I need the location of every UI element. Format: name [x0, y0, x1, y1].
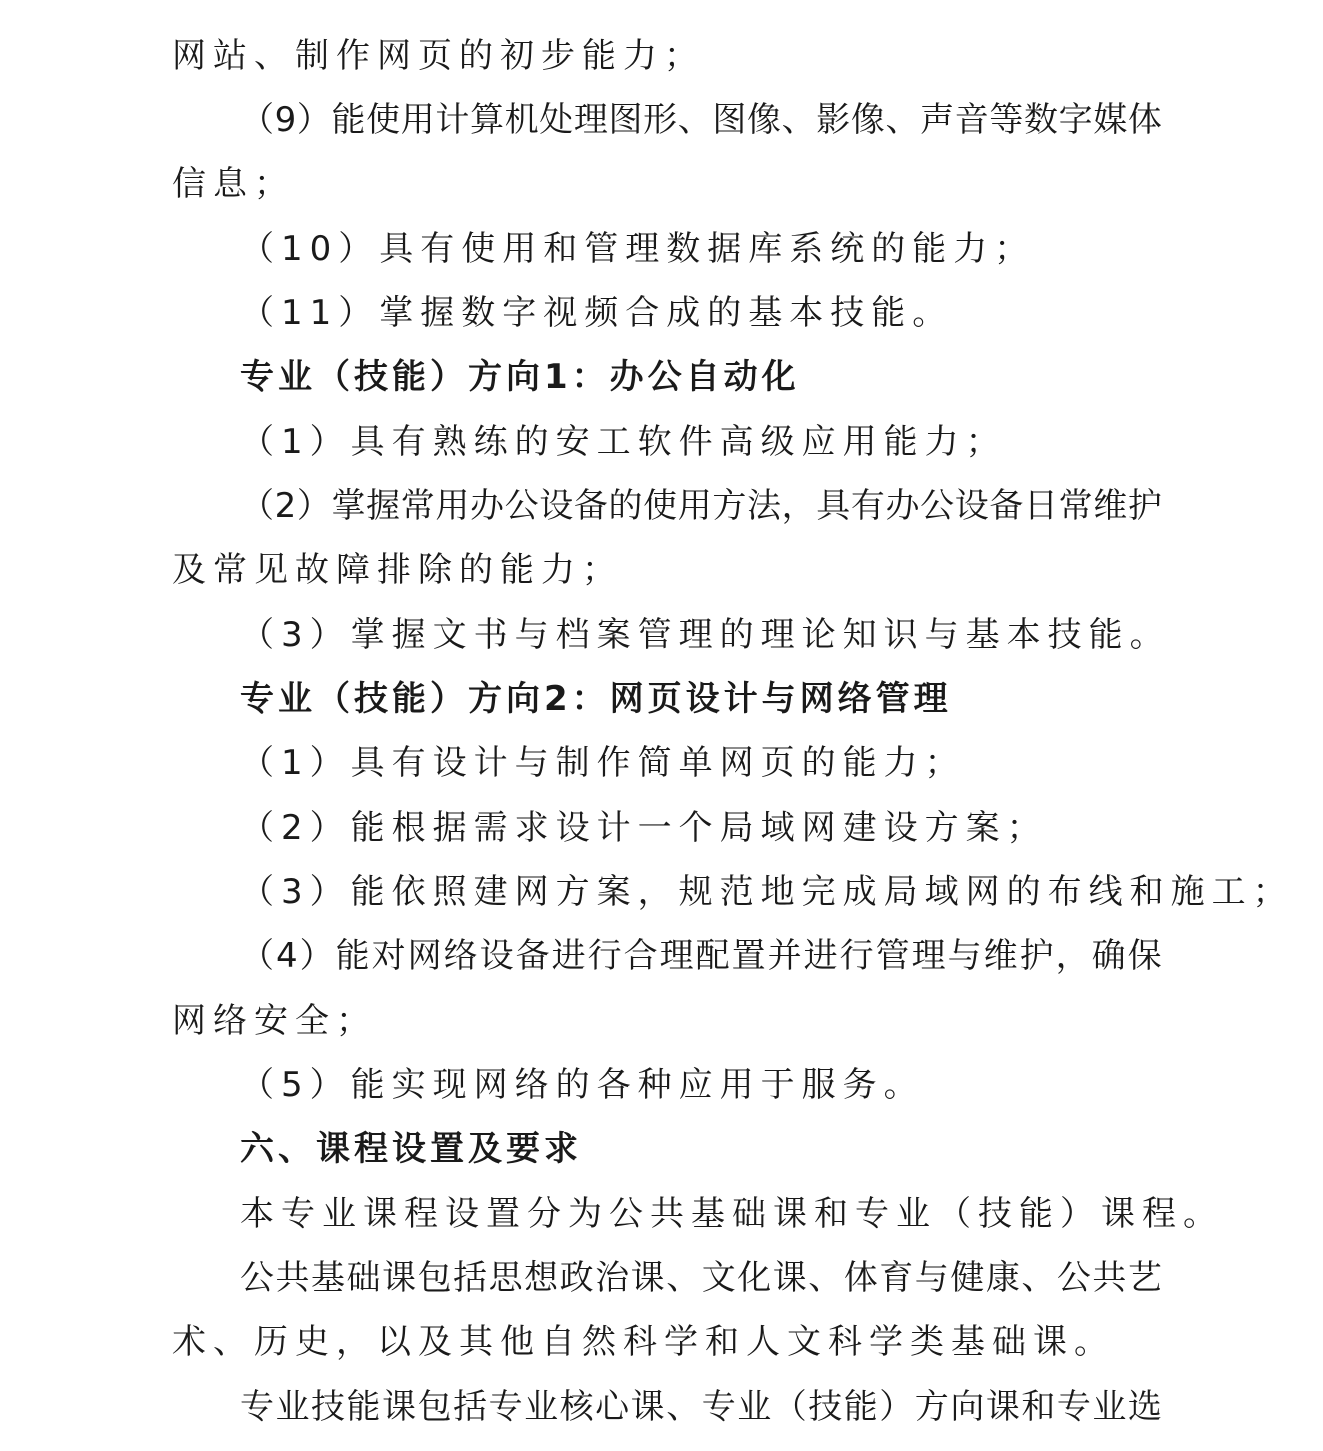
text-line-13: （2）能根据需求设计一个局域网建设方案； [240, 808, 1048, 848]
text-line-17: （5）能实现网络的各种应用于服务。 [240, 1065, 925, 1105]
text-line-1: 网站、制作网页的初步能力； [172, 36, 705, 76]
text-line-20: 公 共 基 础 课 包 括 思 想 政 治 课 、 文 化 课 、 体 育 与 健 康 、 公 共 艺 [240, 1258, 1162, 1298]
text-line-12: （1）具有设计与制作简单网页的能力； [240, 743, 966, 783]
section-heading-office-automation: 专业（技能）方向1：办公自动化 [240, 357, 800, 397]
text-line-14: （3）能依照建网方案，规范地完成局域网的布线和施工； [240, 872, 1294, 912]
text-line-9: 及常见故障排除的能力； [172, 550, 623, 590]
text-line-16: 网络安全； [172, 1001, 377, 1041]
text-line-8: （ 2 ） 掌 握 常 用 办 公 设 备 的 使 用 方 法 ， 具 有 办 公 设 备 日 常 维 护 [240, 486, 1162, 526]
text-line-2: （ 9 ） 能 使 用 计 算 机 处 理 图 形 、 图 像 、 影 像 、 声 音 等 数 字 媒 体 [240, 100, 1162, 140]
text-line-21: 术、历史，以及其他自然科学和人文科学类基础课。 [172, 1322, 1115, 1362]
section-heading-curriculum: 六、课程设置及要求 [240, 1129, 582, 1169]
text-line-7: （1）具有熟练的安工软件高级应用能力； [240, 422, 1007, 462]
text-line-4: （10）具有使用和管理数据库系统的能力； [240, 229, 1036, 269]
section-heading-web-design: 专业（技能）方向2：网页设计与网络管理 [240, 679, 952, 719]
text-line-19: 本专业课程设置分为公共基础课和专业（技能）课程。 [240, 1194, 1224, 1234]
text-line-15: （ 4 ） 能 对 网 络 设 备 进 行 合 理 配 置 并 进 行 管 理 与 维 护 ， 确 保 [240, 936, 1162, 976]
text-line-3: 信息； [172, 164, 295, 204]
text-line-10: （3）掌握文书与档案管理的理论知识与基本技能。 [240, 615, 1171, 655]
text-line-22: 专 业 技 能 课 包 括 专 业 核 心 课 、 专 业 （ 技 能 ） 方 向 课 和 专 业 选 [240, 1387, 1162, 1427]
text-line-5: （11）掌握数字视频合成的基本技能。 [240, 293, 954, 333]
